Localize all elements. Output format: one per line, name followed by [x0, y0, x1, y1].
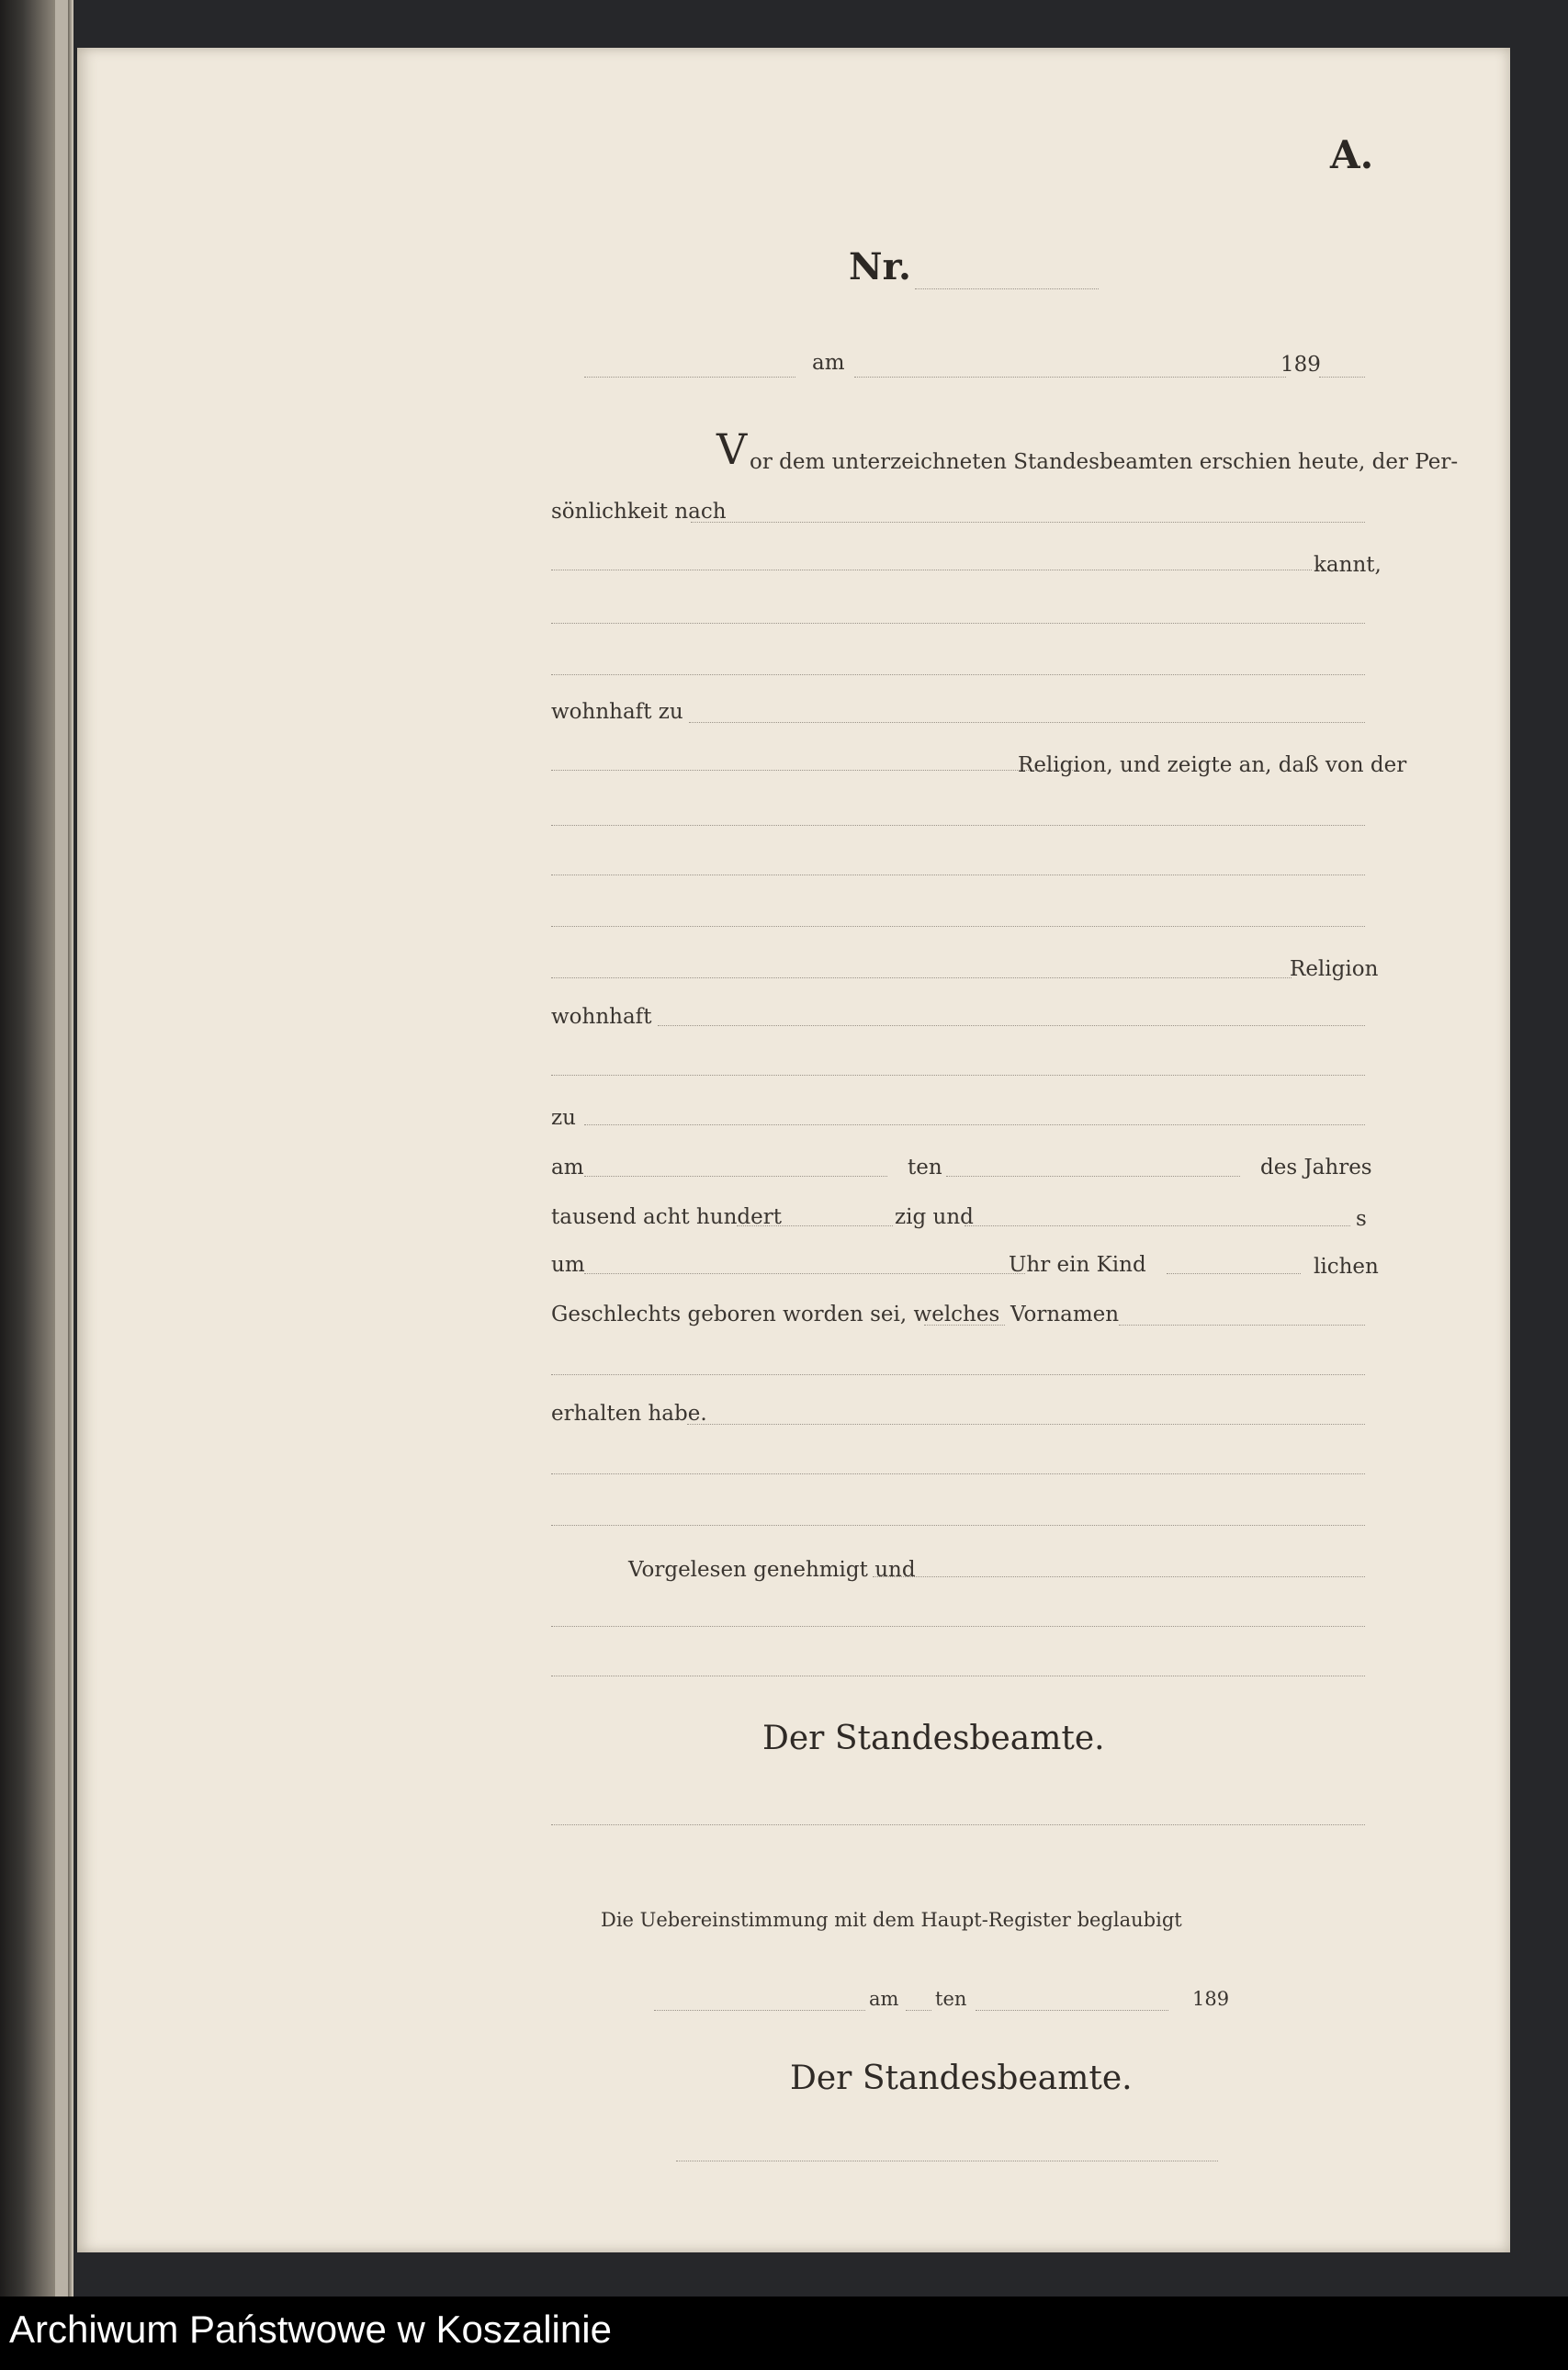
line-die-der [924, 1325, 1005, 1326]
blank-line-2 [551, 674, 1365, 675]
blank-line-10 [551, 1626, 1365, 1627]
religion-zeigte: Religion, und zeigte an, daß von der [1018, 753, 1407, 777]
line-date-month [946, 1176, 1240, 1177]
line-time [584, 1273, 1025, 1274]
kannt-text: kannt, [1314, 553, 1382, 577]
year-s: s [1356, 1207, 1367, 1231]
uebereinstimmung-text: Die Uebereinstimmung mit dem Haupt-Register beglaubigt [601, 1909, 1182, 1931]
date-row-jahres: des Jahres [1260, 1156, 1372, 1179]
date-line-1 [584, 377, 795, 378]
vornamen-text: Vornamen [1010, 1303, 1120, 1326]
intro-text: or dem unterzeichneten Standesbeamten erschien heute, der Per- [750, 450, 1459, 474]
spine [68, 0, 73, 2297]
line-erhalten [687, 1424, 1365, 1425]
line-year-ones [964, 1225, 1350, 1226]
book-edge [0, 0, 55, 2297]
zu-text: zu [551, 1106, 576, 1130]
standesbeamte-heading-1: Der Standesbeamte. [762, 1720, 1105, 1757]
document-page [77, 48, 1510, 2252]
line-vornamen [1119, 1325, 1365, 1326]
line-persoenlichkeit [691, 522, 1365, 523]
wohnhaft-text: wohnhaft [551, 1005, 652, 1029]
date-line-2 [854, 377, 1286, 378]
vorgelesen-text: Vorgelesen genehmigt und [628, 1558, 916, 1582]
year-tausend: tausend acht hundert [551, 1205, 783, 1229]
bottom-date-ten: ten [935, 1988, 967, 2010]
date-row-am: am [551, 1156, 584, 1179]
bottom-date-year: 189 [1192, 1988, 1230, 2010]
blank-line-7 [551, 1374, 1365, 1375]
date-am: am [812, 351, 845, 375]
wohnhaft-zu: wohnhaft zu [551, 700, 683, 724]
standesbeamte-heading-2: Der Standesbeamte. [790, 2060, 1133, 2097]
archive-footer: Archiwum Państwowe w Koszalinie [9, 2308, 612, 2351]
blank-line-3 [551, 825, 1365, 826]
bottom-date-line-2 [906, 2010, 931, 2011]
time-uhr: Uhr ein Kind [1009, 1253, 1146, 1277]
line-vorgelesen [873, 1576, 1365, 1577]
intro-initial: V [716, 424, 748, 474]
religion-text: Religion [1290, 957, 1379, 981]
line-religion-1 [551, 770, 1075, 771]
line-zu [584, 1124, 1365, 1125]
line-gender [1167, 1273, 1301, 1274]
bottom-date-am: am [869, 1988, 899, 2010]
number-label: Nr. [849, 245, 911, 288]
date-row-ten: ten [908, 1156, 942, 1179]
blank-line-6 [551, 1075, 1365, 1076]
time-lichen: lichen [1314, 1255, 1379, 1279]
bottom-date-line-3 [976, 2010, 1168, 2011]
date-year: 189 [1280, 353, 1321, 377]
intro-line2: sönlichkeit nach [551, 500, 727, 524]
bottom-date-line-1 [654, 2010, 865, 2011]
blank-line-9 [551, 1525, 1365, 1526]
line-year-tens [737, 1225, 893, 1226]
line-wohnhaft-zu [689, 722, 1365, 723]
line-wohnhaft [658, 1025, 1365, 1026]
blank-line-8 [551, 1473, 1365, 1474]
blank-line-5 [551, 926, 1365, 927]
year-zig-und: zig und [895, 1205, 974, 1229]
blank-line-1 [551, 623, 1365, 624]
line-date-day [584, 1176, 887, 1177]
line-religion-2 [551, 977, 1292, 978]
date-line-3 [1319, 377, 1365, 378]
time-um: um [551, 1253, 585, 1277]
erhalten-text: erhalten habe. [551, 1402, 707, 1426]
number-line [915, 288, 1099, 289]
form-letter: A. [1330, 132, 1374, 177]
signature-line-1 [551, 1824, 1365, 1825]
geschlechts-text: Geschlechts geboren worden sei, welches [551, 1303, 1000, 1326]
